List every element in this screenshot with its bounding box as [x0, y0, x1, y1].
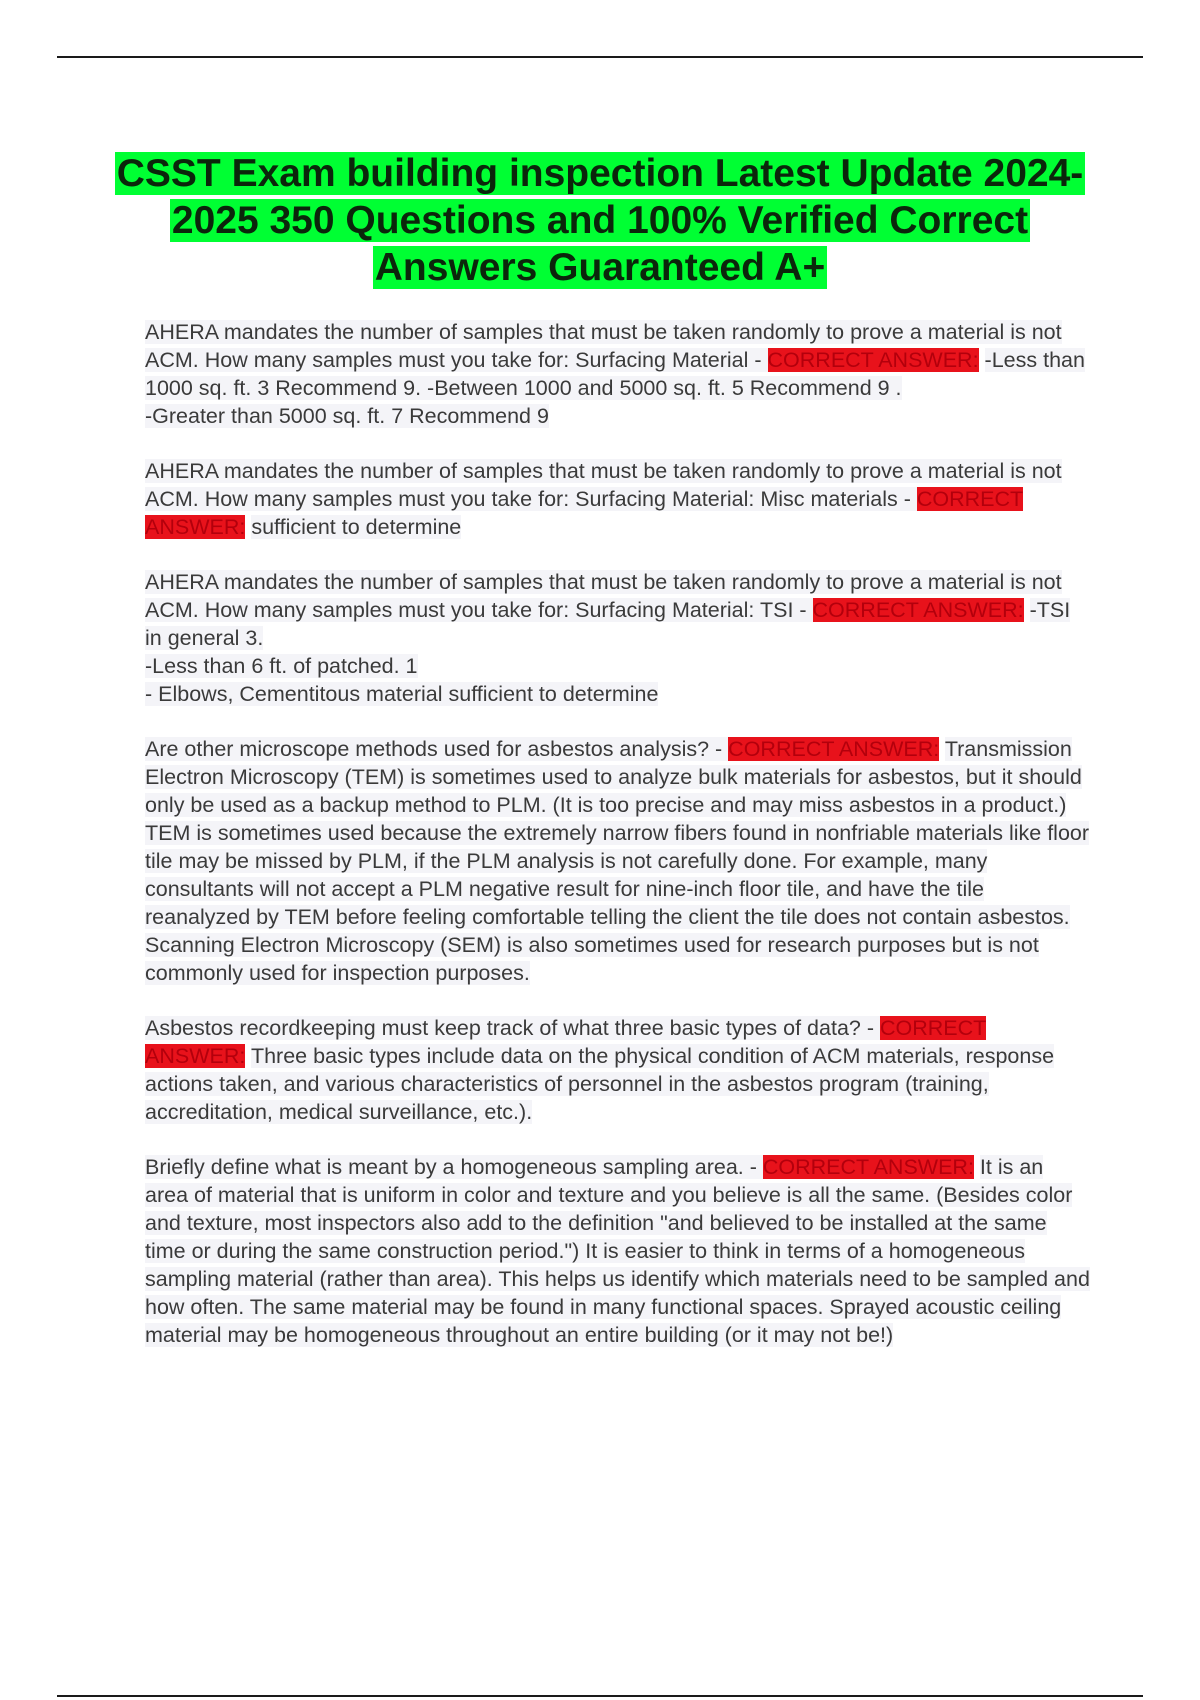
question-text: Briefly define what is meant by a homogeneous sampling area. -	[145, 1155, 763, 1179]
top-rule	[57, 56, 1143, 58]
answer-text: -TSI in general 3. -Less than 6 ft. of patched. 1 - Elbows, Cementitous material sufficient to determine	[145, 598, 1071, 706]
correct-answer-tag: CORRECT ANSWER:	[762, 1155, 974, 1179]
answer-text: sufficient to determine	[251, 515, 462, 539]
qa-list	[145, 318, 1090, 1376]
qa-item	[145, 1014, 1090, 1126]
answer-text: Three basic types include data on the physical condition of ACM materials, response actions taken, and various characteristics of personnel in the asbestos program (training, accreditation, medical surveillance, etc.).	[145, 1044, 1055, 1124]
question-text: Asbestos recordkeeping must keep track of what three basic types of data? -	[145, 1016, 880, 1040]
qa-item	[145, 457, 1090, 541]
title-block	[100, 150, 1100, 291]
correct-answer-tag: CORRECT ANSWER:	[145, 487, 1024, 539]
question-text: AHERA mandates the number of samples that must be taken randomly to prove a material is not ACM. How many samples must you take for: Surfacing Material: TSI -	[145, 570, 1062, 622]
correct-answer-tag: CORRECT ANSWER:	[728, 737, 940, 761]
qa-item	[145, 568, 1090, 708]
qa-item	[145, 735, 1090, 987]
correct-answer-tag: CORRECT ANSWER:	[145, 1016, 987, 1068]
document-title: CSST Exam building inspection Latest Update 2024-2025 350 Questions and 100% Verified Correct Answers Guaranteed A+	[116, 152, 1084, 289]
correct-answer-tag: CORRECT ANSWER:	[767, 348, 979, 372]
bottom-rule	[57, 1695, 1143, 1697]
question-text: AHERA mandates the number of samples that must be taken randomly to prove a material is not ACM. How many samples must you take for: Surfacing Material -	[145, 320, 1062, 372]
question-text: AHERA mandates the number of samples that must be taken randomly to prove a material is not ACM. How many samples must you take for: Surfacing Material: Misc materials -	[145, 459, 1062, 511]
answer-text: Transmission Electron Microscopy (TEM) is sometimes used to analyze bulk materials for asbestos, but it should only be used as a backup method to PLM. (It is too precise and may miss asbestos in a product.) TEM is sometimes used because the extremely narrow fibers found in nonfriable materials like floor tile may be missed by PLM, if the PLM analysis is not carefully done. For example, many consultants will not accept a PLM negative result for nine-inch floor tile, and have the tile reanalyzed by TEM before feeling comfortable telling the client the tile does not contain asbestos. Scanning Electron Microscopy (SEM) is also sometimes used for research purposes but is not commonly used for inspection purposes.	[145, 737, 1090, 985]
correct-answer-tag: CORRECT ANSWER:	[812, 598, 1024, 622]
answer-text: -Less than 1000 sq. ft. 3 Recommend 9. -Between 1000 and 5000 sq. ft. 5 Recommend 9 . -Greater than 5000 sq. ft. 7 Recommend 9	[145, 348, 1085, 428]
qa-item	[145, 1153, 1090, 1349]
question-text: Are other microscope methods used for asbestos analysis? -	[145, 737, 729, 761]
qa-item	[145, 318, 1090, 430]
answer-text: It is an area of material that is uniform in color and texture and you believe is all the same. (Besides color and texture, most inspectors also add to the definition "and believed to be installed at the same time or during the same construction period.") It is easier to think in terms of a homogeneous sampling material (rather than area). This helps us identify which materials need to be sampled and how often. The same material may be found in many functional spaces. Sprayed acoustic ceiling material may be homogeneous throughout an entire building (or it may not be!)	[145, 1155, 1090, 1347]
